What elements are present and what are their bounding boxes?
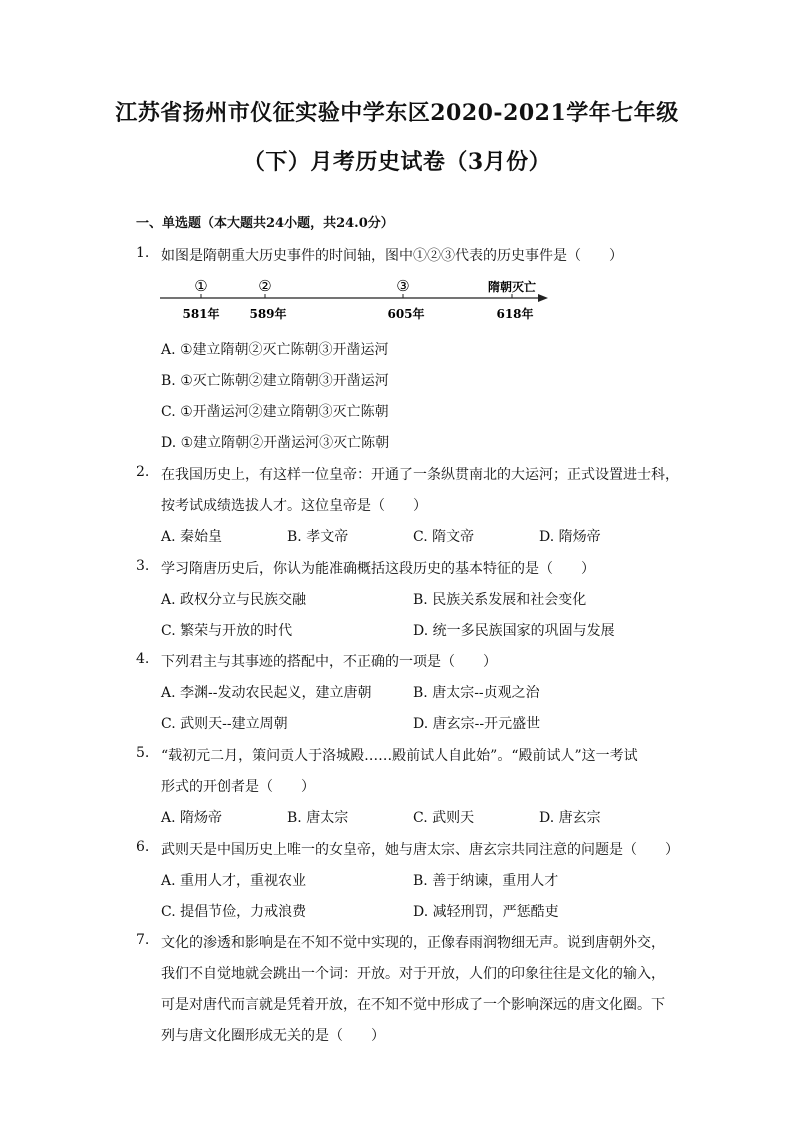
timeline-year: 605年 xyxy=(387,307,425,321)
question-number: 3. xyxy=(136,558,150,574)
timeline-marker-2: ② xyxy=(258,277,272,295)
question-text: 列与唐文化圈形成无关的是（ ） xyxy=(161,1028,385,1044)
question-text: 我们不自觉地就会跳出一个词：开放。对于开放，人们的印象往往是文化的输入， xyxy=(161,966,665,982)
option-a: A. 李渊--发动农民起义，建立唐朝 xyxy=(161,685,372,701)
option-b: B. 唐太宗--贞观之治 xyxy=(413,685,540,701)
option-a: A. 隋炀帝 xyxy=(161,810,223,826)
option-d: D. 减轻刑罚，严惩酷吏 xyxy=(413,904,559,920)
timeline-arrow xyxy=(538,294,548,302)
option-c: C. 隋文帝 xyxy=(413,529,475,545)
option-b: B. 民族关系发展和社会变化 xyxy=(413,592,587,608)
option-d: D. 统一多民族国家的巩固与发展 xyxy=(413,623,615,639)
timeline-marker-3: ③ xyxy=(396,277,410,295)
option-b: B. ①灭亡陈朝②建立隋朝③开凿运河 xyxy=(161,373,389,389)
question-number: 7. xyxy=(136,932,150,948)
timeline-year: 581年 xyxy=(182,307,220,321)
timeline-year: 589年 xyxy=(249,307,287,321)
option-c: C. ①开凿运河②建立隋朝③灭亡陈朝 xyxy=(161,404,389,420)
question-text: 在我国历史上，有这样一位皇帝：开通了一条纵贯南北的大运河；正式设置进士科， xyxy=(161,467,679,483)
option-c: C. 繁荣与开放的时代 xyxy=(161,623,293,639)
timeline-figure xyxy=(160,276,560,326)
question-text: 武则天是中国历史上唯一的女皇帝，她与唐太宗、唐玄宗共同注意的问题是（ ） xyxy=(161,842,679,858)
question-number: 6. xyxy=(136,839,150,855)
option-c: C. 武则天--建立周朝 xyxy=(161,716,288,732)
question-text: 下列君主与其事迹的搭配中，不正确的一项是（ ） xyxy=(161,654,497,670)
option-a: A. 重用人才，重视农业 xyxy=(161,873,307,889)
option-c: C. 提倡节俭，力戒浪费 xyxy=(161,904,307,920)
option-d: D. 唐玄宗 xyxy=(539,810,601,826)
question-text: 学习隋唐历史后，你认为能准确概括这段历史的基本特征的是（ ） xyxy=(161,561,595,577)
option-c: C. 武则天 xyxy=(413,810,475,826)
exam-title-line2: （下）月考历史试卷（3月份） xyxy=(242,149,552,175)
option-a: A. ①建立隋朝②灭亡陈朝③开凿运河 xyxy=(161,342,389,358)
option-d: D. 隋炀帝 xyxy=(539,529,601,545)
option-b: B. 孝文帝 xyxy=(287,529,349,545)
question-text: 可是对唐代而言就是凭着开放，在不知不觉中形成了一个影响深远的唐文化圈。下 xyxy=(161,997,665,1013)
option-a: A. 秦始皇 xyxy=(161,529,223,545)
question-text: 文化的渗透和影响是在不知不觉中实现的，正像春雨润物细无声。说到唐朝外交， xyxy=(161,935,665,951)
question-text: “载初元二月，策问贡人于洛城殿……殿前试人自此始”。“殿前试人”这一考试 xyxy=(161,748,638,764)
section-header: 一、单选题（本大题共24小题，共24.0分） xyxy=(136,216,394,231)
exam-title-line1: 江苏省扬州市仪征实验中学东区2020-2021学年七年级 xyxy=(115,100,679,126)
option-b: B. 善于纳谏，重用人才 xyxy=(413,873,559,889)
question-number: 4. xyxy=(136,651,150,667)
option-d: D. ①建立隋朝②开凿运河③灭亡陈朝 xyxy=(161,435,390,451)
option-a: A. 政权分立与民族交融 xyxy=(161,592,307,608)
timeline-marker-end: 隋朝灭亡 xyxy=(487,280,537,294)
question-number: 2. xyxy=(136,464,150,480)
option-d: D. 唐玄宗--开元盛世 xyxy=(413,716,541,732)
question-text: 如图是隋朝重大历史事件的时间轴，图中①②③代表的历史事件是（ ） xyxy=(161,248,623,264)
question-number: 5. xyxy=(136,745,150,761)
question-text: 按考试成绩选拔人才。这位皇帝是（ ） xyxy=(161,498,427,514)
timeline-marker-1: ① xyxy=(194,277,208,295)
question-number: 1. xyxy=(136,245,150,261)
timeline-year: 618年 xyxy=(496,307,534,321)
question-text: 形式的开创者是（ ） xyxy=(161,779,315,795)
option-b: B. 唐太宗 xyxy=(287,810,349,826)
